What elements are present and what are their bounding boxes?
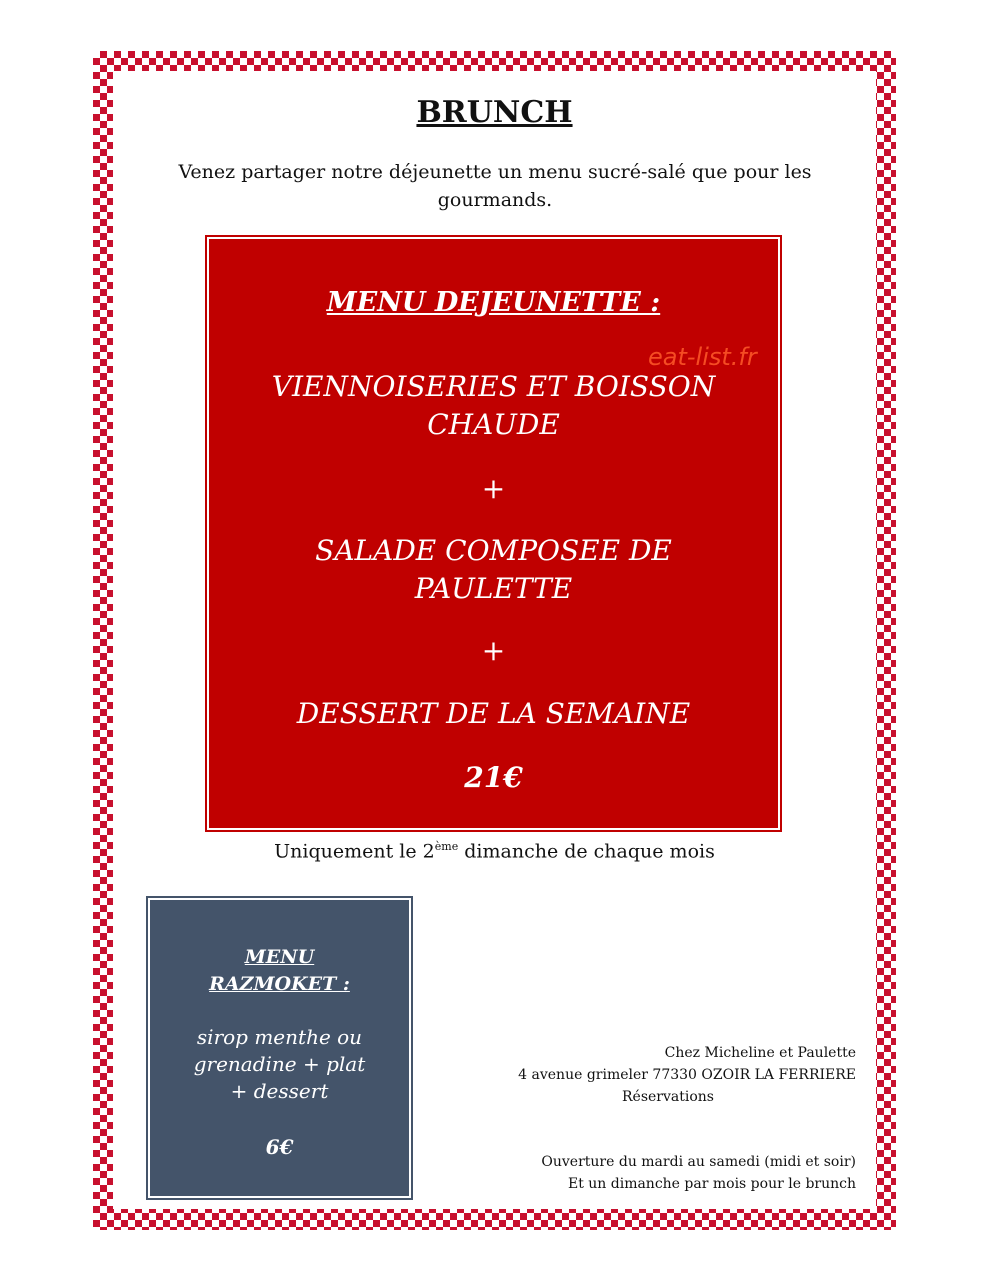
intro-line-1: Venez partager notre déjeunette un menu sucré-salé que pour les: [178, 161, 812, 183]
item-salade-line-1: SALADE COMPOSEE DE: [315, 534, 672, 567]
item-dessert: DESSERT DE LA SEMAINE: [296, 697, 691, 730]
item-viennoiseries-line-1: VIENNOISERIES ET BOISSON: [271, 370, 716, 403]
plus-sign-2: +: [481, 634, 506, 667]
razmoket-line-1: sirop menthe ou: [196, 1025, 363, 1049]
menu-dejeunette-price: 21€: [464, 761, 523, 794]
menu-razmoket-heading-line-2: RAZMOKET :: [209, 973, 350, 995]
hours-line-1: Ouverture du mardi au samedi (midi et soir): [541, 1154, 856, 1170]
razmoket-line-2: grenadine + plat: [193, 1052, 366, 1076]
availability-prefix: Uniquement le 2: [274, 840, 435, 863]
availability-superscript: ème: [434, 840, 459, 853]
menu-razmoket-price: 6€: [265, 1135, 294, 1159]
page-title: BRUNCH: [416, 95, 573, 130]
restaurant-name: Chez Micheline et Paulette: [664, 1045, 856, 1061]
item-viennoiseries-line-2: CHAUDE: [427, 408, 560, 441]
menu-razmoket-heading: [150, 944, 409, 998]
item-salade-line-2: PAULETTE: [414, 572, 573, 605]
razmoket-line-3: + dessert: [230, 1079, 329, 1103]
hours-line-2: Et un dimanche par mois pour le brunch: [567, 1176, 856, 1192]
availability-note: [0, 840, 989, 862]
intro-text: [130, 158, 860, 214]
watermark-logo: eat-list.fr: [648, 343, 757, 371]
restaurant-address-block: [500, 1042, 856, 1108]
availability-suffix: dimanche de chaque mois: [458, 840, 715, 863]
menu-razmoket-heading-line-1: MENU: [244, 946, 315, 968]
menu-razmoket-items: [150, 1024, 409, 1105]
opening-hours: [500, 1151, 856, 1195]
menu-dejeunette-box: [207, 237, 780, 830]
menu-razmoket-box: [148, 898, 411, 1198]
intro-line-2: gourmands.: [437, 189, 553, 211]
reservations-label: Réservations: [622, 1089, 714, 1105]
restaurant-address: 4 avenue grimeler 77330 OZOIR LA FERRIERE: [518, 1067, 856, 1083]
plus-sign-1: +: [481, 472, 506, 505]
menu-dejeunette-heading: MENU DEJEUNETTE :: [326, 287, 661, 318]
